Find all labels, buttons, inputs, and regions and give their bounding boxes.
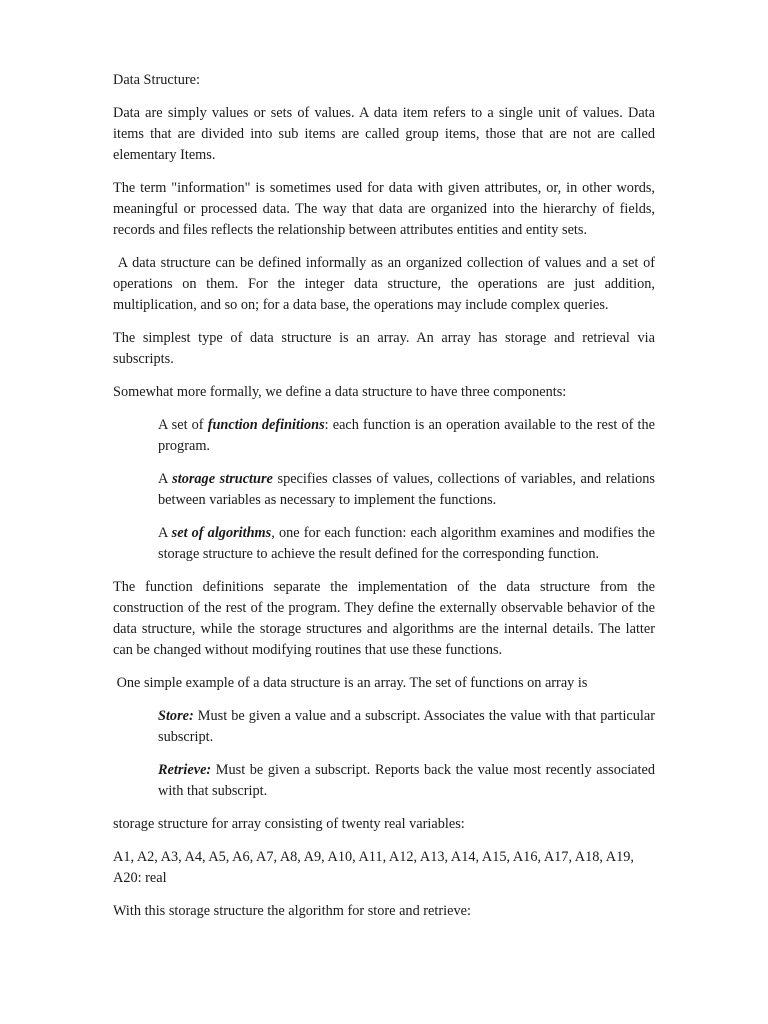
document-page	[113, 70, 655, 934]
component-set-of-algorithms	[158, 523, 655, 565]
paragraph-data-definition: Data are simply values or sets of values. A data item refers to a single unit of values. Data items that are divided into sub items are called group items, those that are not are called elementary Items.	[113, 105, 655, 163]
function-term: Retrieve:	[158, 762, 212, 778]
component-prefix: A set of	[158, 417, 208, 433]
component-description: specifies classes of values, collections of variables, and relations between variables as necessary to implement the functions.	[158, 471, 655, 508]
component-function-definitions	[158, 415, 655, 457]
paragraph-algorithm-intro: With this storage structure the algorithm for store and retrieve:	[113, 903, 471, 919]
paragraph-function-definitions-separate: The function definitions separate the implementation of the data structure from the construction of the rest of the program. They define the externally observable behavior of the data structure, while the storage structures and algorithms are the internal details. The latter can be changed without modifying routines that use these functions.	[113, 579, 655, 658]
component-term: storage structure	[172, 471, 273, 487]
component-term: set of algorithms	[171, 525, 272, 541]
paragraph-array-simplest: The simplest type of data structure is an array. An array has storage and retrieval via subscripts.	[113, 330, 655, 367]
paragraph-text: A data structure can be defined informally as an organized collection of values and a set of operations on them. For the integer data structure, the operations are just addition, multiplication, and so on; for a data base, the operations may include complex queries.	[113, 255, 655, 313]
paragraph-information: The term "information" is sometimes used for data with given attributes, or, in other words, meaningful or processed data. The way that data are organized into the hierarchy of fields, records and files reflects the relationship between attributes entities and entity sets.	[113, 180, 655, 238]
paragraph-variable-list: A1, A2, A3, A4, A5, A6, A7, A8, A9, A10, A11, A12, A13, A14, A15, A16, A17, A18, A19, A20: real	[113, 849, 634, 886]
paragraph-array-example	[113, 673, 655, 694]
paragraph-three-components: Somewhat more formally, we define a data structure to have three components:	[113, 384, 567, 400]
paragraph-storage-structure-array: storage structure for array consisting of twenty real variables:	[113, 816, 465, 832]
function-description: Must be given a value and a subscript. Associates the value with that particular subscript.	[158, 708, 655, 745]
component-storage-structure	[158, 469, 655, 511]
function-retrieve	[158, 760, 655, 802]
paragraph-data-structure-definition	[113, 253, 655, 316]
section-heading: Data Structure:	[113, 72, 200, 88]
component-term: function definitions	[207, 417, 325, 433]
component-description: : each function is an operation available to the rest of the program.	[158, 417, 655, 454]
paragraph-text: One simple example of a data structure is an array. The set of functions on array is	[116, 675, 588, 691]
component-prefix: A	[158, 525, 172, 541]
function-store	[158, 706, 655, 748]
function-description: Must be given a subscript. Reports back the value most recently associated with that subscript.	[158, 762, 655, 799]
function-term: Store:	[158, 708, 194, 724]
component-prefix: A	[158, 471, 173, 487]
component-description: , one for each function: each algorithm examines and modifies the storage structure to achieve the result defined for the corresponding function.	[158, 525, 655, 562]
